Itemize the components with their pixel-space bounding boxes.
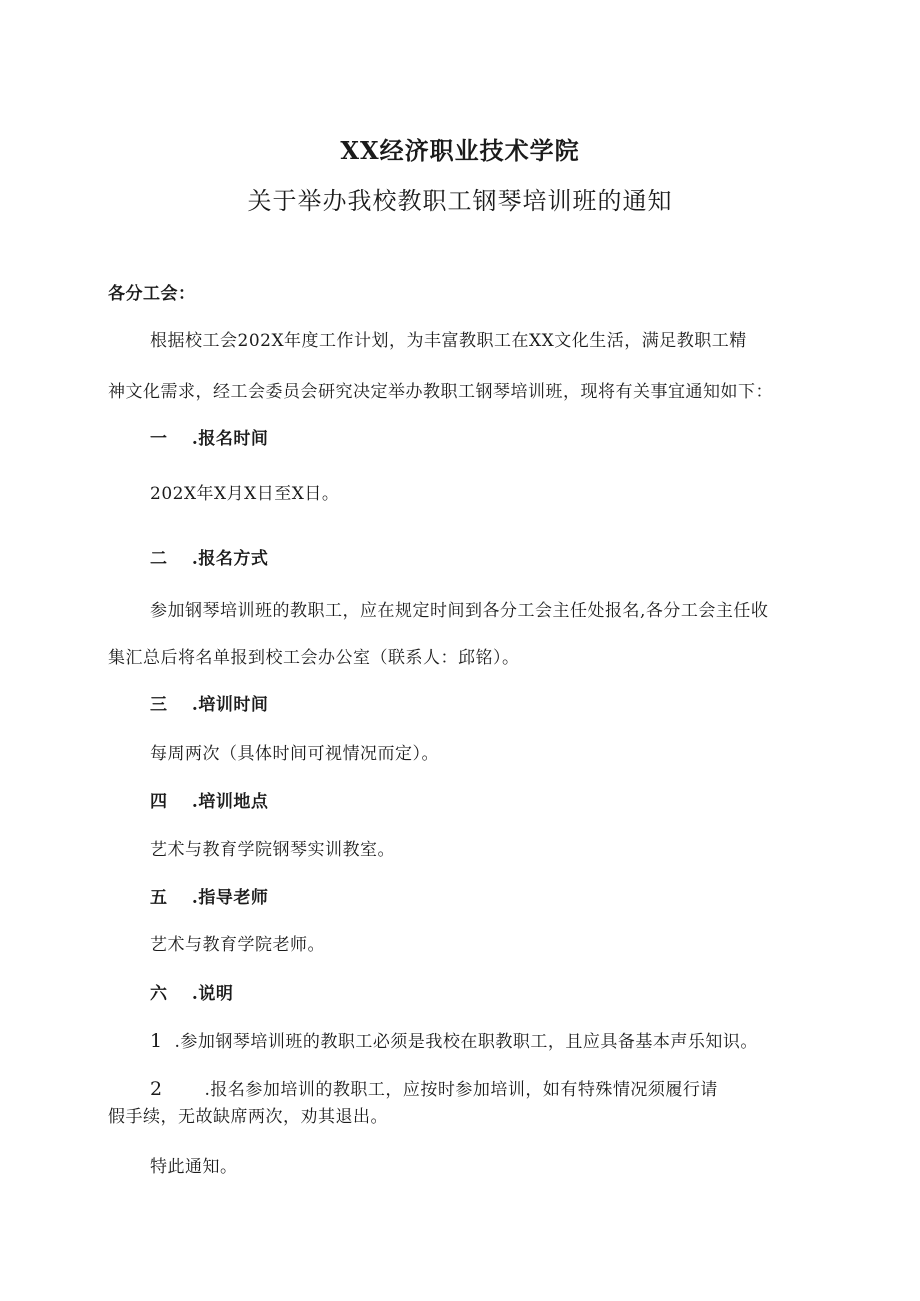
section-title: .报名时间 (191, 429, 269, 449)
section-heading (150, 694, 268, 716)
section-heading (150, 548, 268, 570)
section-title: .培训地点 (191, 792, 269, 812)
note-text: .参加钢琴培训班的教职工必须是我校在职教职工，且应具备基本声乐知识。 (174, 1032, 758, 1052)
section-heading (150, 887, 268, 909)
note-item (150, 1030, 758, 1053)
section-text: 集汇总后将名单报到校工会办公室（联系人：邱铭）。 (108, 648, 520, 668)
section-title: .培训时间 (191, 695, 269, 715)
section-heading (150, 983, 233, 1005)
section-title: .指导老师 (191, 888, 269, 908)
note-number: 1 (150, 1030, 163, 1052)
section-text: 艺术与教育学院钢琴实训教室。 (150, 840, 395, 860)
section-number: 四 (150, 792, 168, 812)
note-item (150, 1078, 718, 1101)
note-continuation: 假手续，无故缺席两次，劝其退出。 (108, 1107, 388, 1127)
section-number: 一 (150, 429, 168, 449)
section-number: 二 (150, 549, 168, 569)
section-text: 参加钢琴培训班的教职工，应在规定时间到各分工会主任处报名,各分工会主任收 (150, 601, 769, 621)
section-title: .说明 (191, 984, 234, 1004)
section-number: 三 (150, 695, 168, 715)
note-number: 2 (150, 1078, 163, 1100)
section-text: 每周两次（具体时间可视情况而定）。 (150, 744, 439, 764)
section-number: 六 (150, 984, 168, 1004)
section-title: .报名方式 (191, 549, 269, 569)
salutation: 各分工会： (108, 284, 196, 304)
closing-text: 特此通知。 (150, 1157, 238, 1177)
section-heading (150, 791, 268, 813)
document-subtitle: 关于举办我校教职工钢琴培训班的通知 (247, 187, 673, 215)
section-heading (150, 428, 268, 450)
intro-line-1: 根据校工会202X年度工作计划，为丰富教职工在XX文化生活，满足教职工精 (150, 331, 747, 351)
section-text: 202X年X月X日至X日。 (150, 484, 340, 504)
section-text: 艺术与教育学院老师。 (150, 935, 325, 955)
note-text: .报名参加培训的教职工，应按时参加培训，如有特殊情况须履行请 (204, 1080, 718, 1100)
document-title: XX经济职业技术学院 (340, 136, 580, 165)
intro-line-2: 神文化需求，经工会委员会研究决定举办教职工钢琴培训班，现将有关事宜通知如下： (108, 382, 773, 402)
section-number: 五 (150, 888, 168, 908)
